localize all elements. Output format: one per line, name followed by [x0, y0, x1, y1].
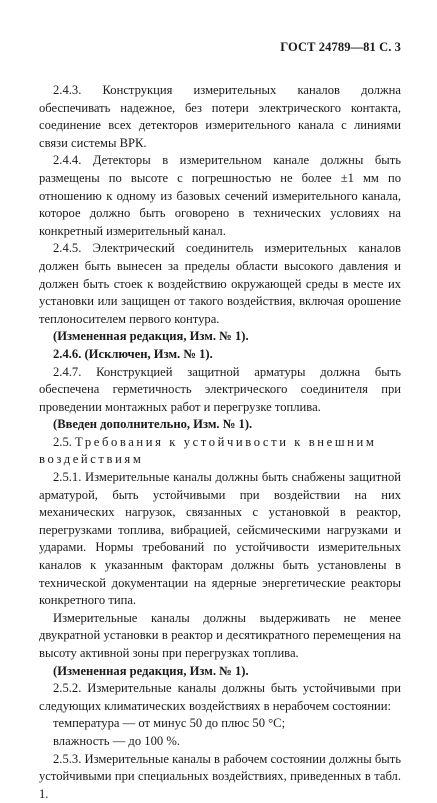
document-body [39, 82, 401, 803]
paragraph-2-5-2: 2.5.2. Измерительные каналы должны быть устойчивыми при следующих климатических воздействиях в нерабочем состоянии: [39, 681, 401, 713]
paragraph-2-4-5: 2.4.5. Электрический соединитель измерительных каналов должен быть вынесен за пределы области высокого давления и должен быть стоек к воздействию окружающей среды в месте их установки или защищен от такого воздействия, включая орошение теплоносителем первого контура. [39, 241, 401, 326]
section-title: Требования к устойчивости к внешним воздействиям [39, 434, 377, 467]
paragraph-2-4-6: 2.4.6. (Исключен, Изм. № 1). [53, 346, 213, 361]
paragraph-2-5-1: 2.5.1. Измерительные каналы должны быть снабжены защитной арматурой, быть устойчивыми при воздействии на них механических нагрузок, связанных с установкой в реактор, перегрузками топлива, вибрацией, сейсмическими нагрузками и ударами. Нормы требований по устойчивости измерительных каналов к указанным факторам должны быть установлены в технической документации на ядерные энергетические реакторы конкретного типа. [39, 470, 401, 608]
humidity-line: влажность — до 100 %. [53, 733, 180, 748]
paragraph-2-5-3: 2.5.3. Измерительные каналы в рабочем состоянии должны быть устойчивыми при специальных воздействиях, приведенных в табл. 1. [39, 751, 401, 801]
amendment-note: (Измененная редакция, Изм. № 1). [53, 663, 249, 678]
paragraph-2-4-3: 2.4.3. Конструкция измерительных каналов должна обеспечивать надежное, без потери электрического контакта, соединение всех детекторов измерительного канала с линиями связи системы ВРК. [39, 83, 401, 150]
section-number: 2.5. [53, 434, 76, 449]
paragraph-installation: Измерительные каналы должны выдерживать не менее двукратной установки в реактор и десятикратного перемещения на высоту активной зоны при перегрузках топлива. [39, 610, 401, 660]
paragraph-2-4-7: 2.4.7. Конструкцией защитной арматуры должна быть обеспечена герметичность электрического соединителя при проведении монтажных работ и перегрузке топлива. [39, 364, 401, 414]
temperature-line: температура — от минус 50 до плюс 50 °С; [53, 716, 286, 731]
section-heading-2-5 [39, 434, 401, 469]
paragraph-2-4-4: 2.4.4. Детекторы в измерительном канале должны быть размещены по высоте с погрешностью не более ±1 мм по отношению к одному из базовых сечений измерительного канала, которое должно быть оговорено в технических условиях на конкретный измерительный канал. [39, 153, 401, 238]
addition-note: (Введен дополнительно, Изм. № 1). [53, 417, 253, 432]
amendment-note: (Измененная редакция, Изм. № 1). [53, 329, 249, 344]
page-header: ГОСТ 24789—81 С. 3 [280, 40, 401, 54]
